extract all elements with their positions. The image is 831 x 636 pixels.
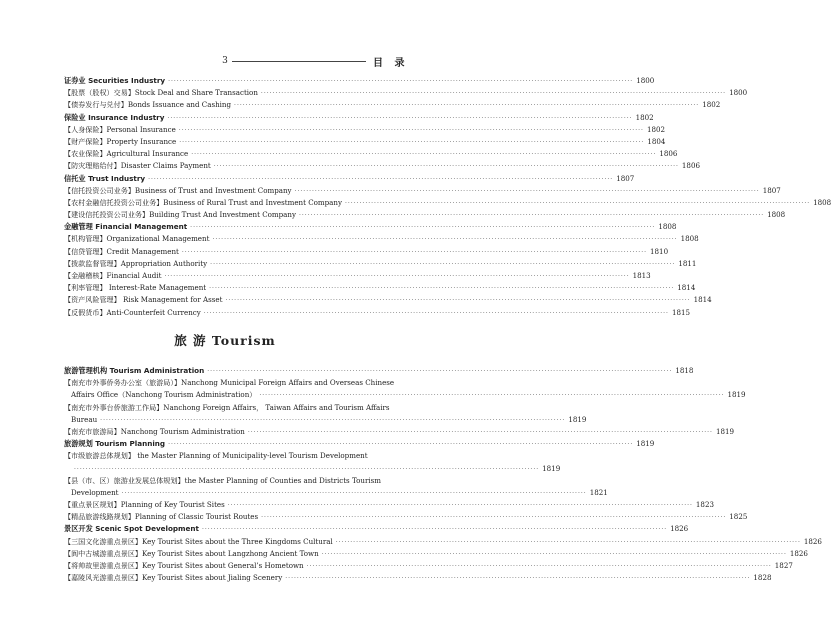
toc-entry-row[interactable] [64, 476, 389, 488]
toc-page-number: 1823 [695, 500, 714, 510]
dot-leader: ································································································································································ [260, 90, 727, 98]
toc-page-number: 1819 [542, 463, 561, 473]
toc-page-number: 1814 [677, 283, 696, 293]
dot-leader: ································································································································································ [227, 502, 693, 510]
dot-leader: ································································································································································ [168, 78, 634, 85]
toc-page-number: 1802 [702, 100, 721, 110]
toc-entry-text: 【债券发行与兑付】Bonds Issuance and Cashing [64, 100, 232, 110]
toc-category-row[interactable] [64, 112, 654, 125]
toc-page-number: 1811 [678, 258, 697, 268]
toc-entry-text: Affairs Office（Nanchong Tourism Administration） [71, 390, 257, 400]
dot-leader: ································································································································································ [121, 489, 587, 497]
toc-page-number: 1810 [650, 246, 669, 256]
toc-page-number: 1806 [681, 161, 700, 171]
toc-entry-row[interactable] [64, 136, 666, 149]
toc-entry-text: 金融管理 Financial Management [64, 222, 188, 232]
toc-entry-row[interactable] [64, 463, 561, 476]
dot-leader: ································································································································································ [344, 199, 811, 207]
toc-page-number: 1802 [646, 124, 665, 134]
toc-entry-row[interactable] [64, 100, 721, 112]
dot-leader: ································································································································································ [179, 138, 645, 146]
toc-entry-text: 【阆中古城游重点景区】Key Tourist Sites about Langzhong Ancient Town [64, 548, 319, 558]
toc-page-number: 1826 [670, 524, 689, 534]
toc-entry-row[interactable] [64, 295, 712, 307]
dot-leader: ································································································································································ [100, 416, 566, 424]
toc-page-number: 1802 [635, 112, 654, 122]
toc-entry-text: 【嘉陵风光游重点景区】Key Tourist Sites about Jialing Scenery [64, 573, 283, 583]
dot-leader: ································································································································································ [207, 368, 673, 375]
toc-entry-row[interactable] [64, 548, 808, 561]
toc-category-row[interactable] [64, 366, 694, 378]
toc-page-number: 1813 [632, 271, 651, 280]
toc-page-number: 1819 [568, 414, 587, 424]
toc-entry-text: 【信贷管理】Credit Management [64, 246, 179, 256]
page-number: 3 [222, 56, 228, 66]
toc-entry-text: 【重点景区规划】Planning of Key Tourist Sites [64, 500, 225, 510]
toc-entry-text: 【反假货币】Anti-Counterfeit Currency [64, 307, 201, 317]
dot-leader: ································································································································································ [167, 114, 633, 122]
toc-entry-row[interactable] [64, 234, 699, 246]
toc-entry-row[interactable] [64, 390, 746, 402]
dot-leader: ································································································································································ [298, 212, 765, 220]
dot-leader: ································································································································································ [74, 465, 540, 473]
toc-entry-row[interactable] [64, 307, 690, 320]
toc-page-number: 1819 [715, 426, 735, 436]
dot-leader: ································································································································································ [164, 273, 630, 280]
toc-page-number: 1815 [671, 307, 690, 317]
dot-leader: ································································································································································ [201, 526, 668, 534]
toc-page-number: 1827 [774, 561, 793, 570]
toc-entry-row[interactable] [64, 500, 714, 512]
toc-entry-text: 【县（市、区）旅游业发展总体规划】the Master Planning of Counties and Districts Tourism [64, 475, 382, 485]
dot-leader: ································································································································································ [209, 285, 675, 293]
toc-entry-text: Development [71, 487, 119, 497]
dot-leader: ································································································································································ [234, 102, 700, 110]
toc-entry-text: 【南充市旅游局】Nanchong Tourism Administration [64, 426, 245, 436]
dot-leader: ································································································································································ [212, 236, 678, 244]
section-title: 旅 游 Tourism [174, 333, 276, 348]
toc-page-number: 1819 [636, 439, 655, 449]
toc-entry-text: 【金融稽核】Financial Audit [64, 271, 162, 280]
toc-entry-text: 景区开发 Scenic Spot Development [64, 524, 199, 534]
toc-entry-row[interactable] [64, 185, 781, 198]
toc-entry-row[interactable] [64, 536, 822, 549]
toc-page-number: 1821 [589, 487, 608, 497]
toc-entry-text: 【股票（股权）交易】Stock Deal and Share Transaction [64, 88, 258, 98]
toc-entry-text: 【财产保险】Property Insurance [64, 136, 177, 146]
toc-category-row[interactable] [64, 439, 655, 451]
toc-entry-text: 旅游管理机构 Tourism Administration [64, 366, 205, 375]
toc-page-number: 1808 [680, 234, 699, 244]
toc-entry-text: 【拨款监督管理】Appropriation Authority [64, 258, 208, 268]
toc-category-row[interactable] [64, 222, 677, 234]
toc-category-row[interactable] [64, 524, 689, 536]
toc-page-number: 1808 [658, 222, 677, 232]
dot-leader: ································································································································································ [178, 126, 644, 134]
toc-entry-text: Bureau [71, 414, 98, 424]
dot-leader: ································································································································································ [225, 297, 691, 305]
toc-entry-text: 信托业 Trust Industry [64, 173, 146, 183]
toc-entry-row[interactable] [64, 451, 389, 463]
toc-entry-text: 【农村金融信托投资公司业务】Business of Rural Trust and Investment Company [64, 197, 342, 207]
toc-page-number: 1800 [636, 76, 655, 85]
toc-entry-text: 证券业 Securities Industry [64, 76, 166, 85]
dot-leader: ································································································································································ [203, 309, 669, 317]
toc-entry-row[interactable] [64, 161, 700, 173]
toc-entry-row[interactable] [64, 403, 389, 415]
toc-page-number: 1807 [762, 185, 781, 195]
toc-entry-row[interactable] [64, 414, 587, 427]
dot-leader: ································································································································································ [191, 151, 657, 159]
toc-entry-text: 【资产风险管理】 Risk Management for Asset [64, 295, 223, 305]
toc-page-number: 1806 [659, 149, 678, 159]
toc-entry-row[interactable] [64, 124, 665, 137]
toc-entry-row[interactable] [64, 246, 669, 259]
header-title: 目 录 [373, 58, 409, 69]
toc-entry-text: 【信托投资公司业务】Business of Trust and Investment Company [64, 185, 292, 195]
toc-entry-row[interactable] [64, 487, 608, 500]
dot-leader: ································································································································································ [148, 175, 614, 183]
toc-entry-row[interactable] [64, 88, 748, 100]
toc-entry-row[interactable] [64, 149, 678, 161]
dot-leader: ································································································································································ [294, 187, 760, 195]
toc-page-number: 1808 [813, 197, 831, 207]
dot-leader: ································································································································································ [247, 428, 713, 436]
toc-page-number: 1825 [729, 512, 748, 522]
toc-entry-text: 【建设信托投资公司业务】Building Trust And Investment Company [64, 210, 296, 220]
toc-entry-text: 【南充市外事侨务办公室（旅游局）】Nanchong Municipal Foreign Affairs and Overseas Chinese [64, 378, 395, 388]
toc-entry-row[interactable] [64, 512, 748, 524]
toc-entry-row[interactable] [64, 561, 793, 573]
toc-page-number: 1804 [647, 136, 666, 146]
dot-leader: ································································································································································ [335, 538, 801, 546]
dot-leader: ································································································································································ [321, 550, 787, 558]
dot-leader: ································································································································································ [285, 575, 751, 583]
toc-entry-row[interactable] [64, 426, 735, 439]
toc-entry-text: 【南充市外事台侨旅游工作局】Nanchong Foreign Affairs， Taiwan Affairs and Tourism Affairs [64, 402, 390, 412]
toc-entry-row[interactable] [64, 210, 786, 222]
toc-entry-text: 【防灾理赔给付】Disaster Claims Payment [64, 161, 211, 171]
toc-page-number: 1807 [616, 173, 635, 183]
toc-entry-text: 【市级旅游总体规划】 the Master Planning of Municipality-level Tourism Development [64, 451, 368, 461]
toc-entry-text: 【三国文化游重点景区】Key Tourist Sites about the Three Kingdoms Cultural [64, 536, 333, 546]
toc-entry-row[interactable] [64, 378, 395, 390]
toc-page-number: 1828 [753, 573, 772, 583]
toc-page-number: 1826 [803, 536, 822, 546]
toc-entry-row[interactable] [64, 197, 831, 210]
dot-leader: ································································································································································ [306, 563, 772, 570]
toc-page-number: 1826 [789, 548, 808, 558]
toc-entry-text: 旅游规划 Tourism Planning [64, 439, 166, 449]
dot-leader: ································································································································································ [168, 441, 634, 449]
toc-category-row[interactable] [64, 173, 635, 186]
toc-entry-row[interactable] [64, 258, 697, 271]
tourism-toc [64, 366, 822, 585]
toc-page-number: 1808 [767, 210, 786, 220]
dot-leader: ································································································································································ [259, 392, 725, 400]
toc-page-number: 1800 [729, 88, 748, 98]
finance-toc [64, 76, 831, 320]
toc-page-number: 1814 [693, 295, 712, 305]
toc-entry-text: 【机构管理】Organizational Management [64, 234, 210, 244]
toc-entry-text: 保险业 Insurance Industry [64, 112, 165, 122]
toc-page-number: 1819 [727, 390, 746, 400]
toc-category-row[interactable] [64, 76, 655, 88]
toc-entry-text: 【精品旅游线路规划】Planning of Classic Tourist Routes [64, 512, 259, 522]
header-rule [232, 61, 366, 62]
toc-page-number: 1818 [675, 366, 694, 375]
dot-leader: ································································································································································ [210, 260, 676, 268]
toc-entry-text: 【人身保险】Personal Insurance [64, 124, 176, 134]
dot-leader: ································································································································································ [181, 248, 648, 256]
dot-leader: ································································································································································ [190, 224, 656, 232]
dot-leader: ································································································································································ [261, 514, 727, 522]
toc-entry-row[interactable] [64, 271, 651, 283]
dot-leader: ································································································································································ [213, 163, 679, 171]
toc-entry-row[interactable] [64, 573, 772, 585]
toc-entry-text: 【利率管理】 Interest-Rate Management [64, 283, 207, 293]
toc-entry-row[interactable] [64, 283, 696, 295]
toc-entry-text: 【农业保险】Agricultural Insurance [64, 149, 189, 159]
toc-entry-text: 【将帅故里游重点景区】Key Tourist Sites about General’s Hometown [64, 561, 304, 570]
